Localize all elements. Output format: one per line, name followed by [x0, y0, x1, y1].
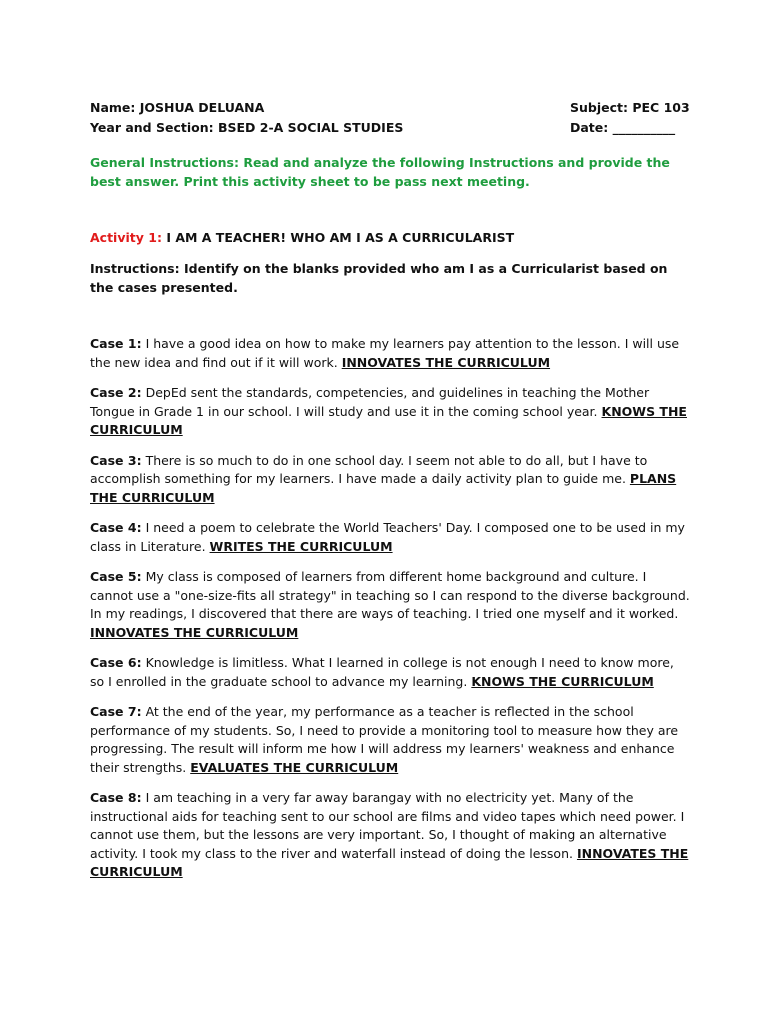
case-answer: INNOVATES THE CURRICULUM — [90, 845, 689, 879]
case-item — [90, 384, 690, 440]
case-item — [90, 654, 690, 691]
year-section: Year and Section: BSED 2-A SOCIAL STUDIES — [90, 120, 404, 135]
case-text: At the end of the year, my performance as a teacher is reflected in the school performance of my students. So, I need to provide a monitoring tool to measure how they are progressing. The result will inform me how I will address my learners' weakness and enhance their strengths. — [90, 704, 679, 775]
date: Date: __________ — [570, 120, 676, 135]
case-item — [90, 703, 690, 777]
case-list — [90, 335, 690, 894]
case-item — [90, 519, 690, 556]
case-answer: KNOWS THE CURRICULUM — [471, 673, 654, 689]
case-item — [90, 335, 690, 372]
case-item — [90, 452, 690, 508]
case-text: DepEd sent the standards, competencies, and guidelines in teaching the Mother Tongue in Grade 1 in our school. I will study and use it in the coming school year. — [90, 385, 650, 419]
case-item — [90, 568, 690, 642]
case-label: Case 1: — [90, 336, 142, 351]
case-label: Case 2: — [90, 385, 142, 400]
header-block — [90, 98, 690, 138]
case-answer: INNOVATES THE CURRICULUM — [341, 354, 551, 370]
case-answer: INNOVATES THE CURRICULUM — [90, 624, 299, 640]
activity-label: Activity 1: — [90, 230, 162, 245]
case-item — [90, 789, 690, 882]
activity-heading — [90, 230, 514, 245]
case-answer: KNOWS THE CURRICULUM — [90, 403, 687, 437]
case-text: I need a poem to celebrate the World Teachers' Day. I composed one to be used in my class in Literature. — [90, 520, 685, 554]
case-label: Case 6: — [90, 655, 142, 670]
case-label: Case 3: — [90, 452, 142, 468]
case-label: Case 5: — [90, 569, 142, 584]
student-name: Name: JOSHUA DELUANA — [90, 100, 265, 115]
case-answer: EVALUATES THE CURRICULUM — [190, 759, 399, 775]
case-answer: PLANS THE CURRICULUM — [90, 471, 677, 505]
general-instructions: General Instructions: Read and analyze the following Instructions and provide the best answer. Print this activity sheet to be pass next meeting. — [90, 155, 670, 189]
case-label: Case 4: — [90, 520, 142, 535]
subject: Subject: PEC 103 — [570, 100, 690, 115]
case-label: Case 7: — [90, 704, 142, 719]
case-text: There is so much to do in one school day. I seem not able to do all, but I have to accomplish something for my learners. I have made a daily activity plan to guide me. — [90, 452, 648, 486]
case-text: Knowledge is limitless. What I learned in college is not enough I need to know more, so I enrolled in the graduate school to advance my learning. — [90, 655, 674, 689]
case-text: My class is composed of learners from different home background and culture. I cannot use a "one-size-fits all strategy" in teaching so I can respond to the diverse background. In my readings, I discovered that there are ways of teaching. I tried one myself and it worked. — [90, 569, 690, 621]
case-text: I am teaching in a very far away barangay with no electricity yet. Many of the instructional aids for teaching sent to our school are films and video tapes which need power. I cannot use them, but the lessons are very important. So, I thought of making an alternative activity. I took my class to the river and waterfall instead of doing the lesson. — [90, 790, 685, 861]
case-text: I have a good idea on how to make my learners pay attention to the lesson. I will use the new idea and find out if it will work. — [90, 336, 680, 370]
instructions: Instructions: Identify on the blanks provided who am I as a Curricularist based on the cases presented. — [90, 261, 668, 295]
case-answer: WRITES THE CURRICULUM — [209, 538, 393, 554]
case-label: Case 8: — [90, 790, 142, 805]
activity-title: I AM A TEACHER! WHO AM I AS A CURRICULARIST — [166, 230, 515, 245]
